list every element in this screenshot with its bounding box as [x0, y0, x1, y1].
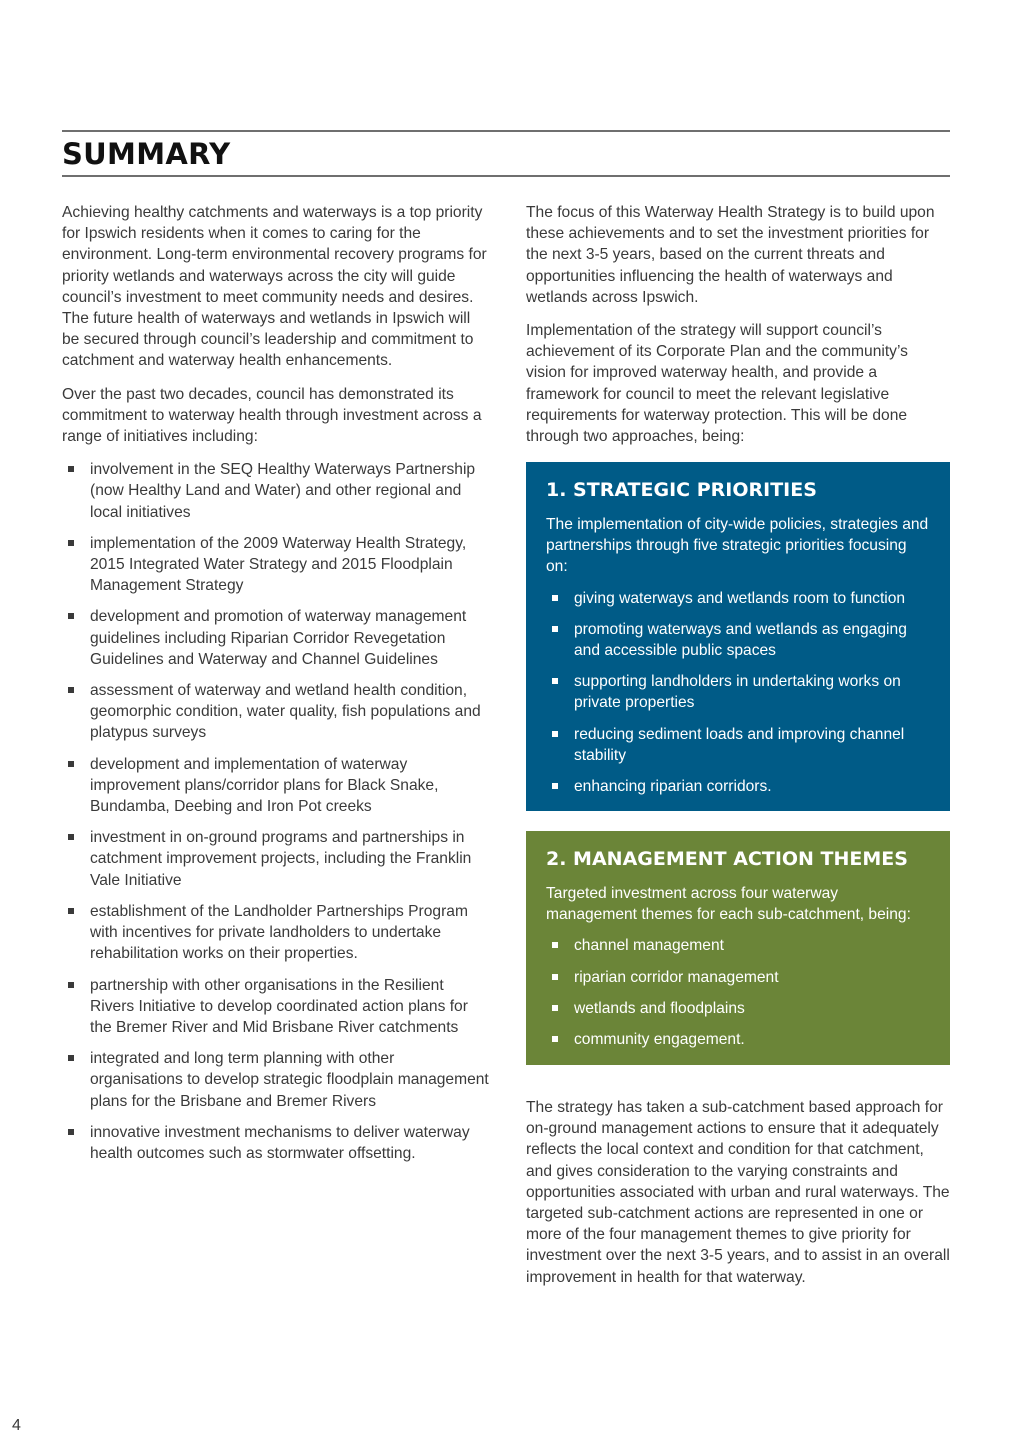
closing-paragraph: The strategy has taken a sub-catchment based approach for on-ground management actions to ensure that it adequately reflects the local context and condition for that catchment, and gives consideration to the varying constraints and opportunities associated with urban and rural waterways. The targeted sub-catchment actions are represented in one or more of the four management themes to give priority for investment over the next 3-5 years, and to assist in an overall improvement in health for that waterway.: [526, 1099, 950, 1286]
list-item: investment in on-ground programs and partnerships in catchment improvement projects, including the Franklin Vale Initiative: [62, 827, 490, 891]
list-item: development and promotion of waterway management guidelines including Riparian Corridor Revegetation Guidelines and Waterway and Channel Guidelines: [62, 606, 490, 670]
page-number: 4: [12, 1417, 21, 1434]
strategic-priorities-heading: 1. STRATEGIC PRIORITIES: [546, 479, 817, 501]
implementation-paragraph: Implementation of the strategy will support council’s achievement of its Corporate Plan and the community’s vision for improved waterway health, and provide a framework for council to meet the relevant legislative requirements for waterway protection. This will be done through two approaches, being:: [526, 322, 908, 446]
list-item: partnership with other organisations in the Resilient Rivers Initiative to develop coordinated action plans for the Bremer River and Mid Brisbane River catchments: [62, 975, 490, 1039]
list-item: supporting landholders in undertaking works on private properties: [546, 671, 930, 713]
strategic-priorities-list: [546, 588, 930, 798]
right-column: [526, 202, 952, 459]
title-bottom-rule: [62, 175, 950, 177]
list-item: giving waterways and wetlands room to function: [546, 588, 930, 609]
initiatives-list: [62, 459, 490, 1164]
page-title: SUMMARY: [62, 137, 231, 171]
list-item: promoting waterways and wetlands as engaging and accessible public spaces: [546, 619, 930, 661]
list-item: riparian corridor management: [546, 967, 930, 988]
list-item: wetlands and floodplains: [546, 998, 930, 1019]
list-item: involvement in the SEQ Healthy Waterways Partnership (now Healthy Land and Water) and other regional and local initiatives: [62, 459, 490, 523]
list-item: reducing sediment loads and improving channel stability: [546, 724, 930, 766]
management-themes-intro: Targeted investment across four waterway management themes for each sub-catchment, being:: [546, 885, 911, 924]
focus-paragraph: The focus of this Waterway Health Strategy is to build upon these achievements and to set the investment priorities for the next 3-5 years, based on the current threats and opportunities influencing the health of waterways and wetlands across Ipswich.: [526, 204, 935, 306]
initiatives-intro-paragraph: Over the past two decades, council has demonstrated its commitment to waterway health through investment across a range of initiatives including:: [62, 385, 482, 446]
list-item: assessment of waterway and wetland health condition, geomorphic condition, water quality, fish populations and platypus surveys: [62, 680, 490, 744]
management-themes-heading: 2. MANAGEMENT ACTION THEMES: [546, 848, 908, 870]
list-item: integrated and long term planning with other organisations to develop strategic floodplain management plans for the Brisbane and Bremer Rivers: [62, 1048, 490, 1112]
strategic-priorities-intro: The implementation of city-wide policies, strategies and partnerships through five strategic priorities focusing on:: [546, 516, 929, 576]
list-item: development and implementation of waterway improvement plans/corridor plans for Black Snake, Bundamba, Deebing and Iron Pot creeks: [62, 754, 490, 818]
list-item: innovative investment mechanisms to deliver waterway health outcomes such as stormwater offsetting.: [62, 1122, 490, 1164]
list-item: enhancing riparian corridors.: [546, 776, 930, 797]
list-item: community engagement.: [546, 1029, 930, 1050]
list-item: channel management: [546, 935, 930, 956]
intro-paragraph: Achieving healthy catchments and waterways is a top priority for Ipswich residents when it comes to caring for the environment. Long-term environmental recovery programs for priority wetlands and waterways across the city will guide council’s investment to meet community needs and desires. The future health of waterways and wetlands in Ipswich will be secured through council’s leadership and commitment to catchment and waterway health enhancements.: [62, 204, 487, 370]
management-themes-box: [526, 831, 950, 1065]
list-item: implementation of the 2009 Waterway Health Strategy, 2015 Integrated Water Strategy and 2015 Floodplain Management Strategy: [62, 533, 490, 597]
title-top-rule: [62, 130, 950, 132]
left-column: [62, 202, 490, 1174]
list-item: establishment of the Landholder Partnerships Program with incentives for private landholders to undertake rehabilitation works on their properties.: [62, 901, 490, 965]
management-themes-list: [546, 935, 930, 1050]
strategic-priorities-box: [526, 462, 950, 811]
